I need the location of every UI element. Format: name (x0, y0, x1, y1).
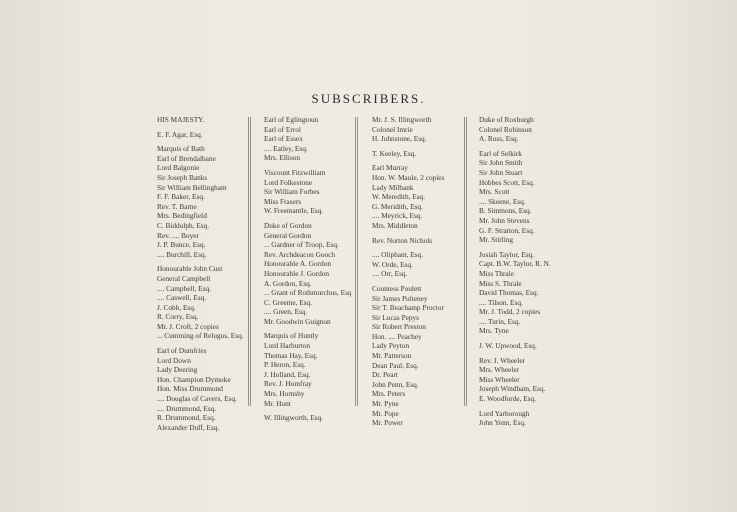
subscriber-entry: Honourable John Cust (157, 264, 223, 274)
subscriber-entry: Lady Milbank (372, 182, 414, 192)
subscriber-entry: Mr. Hunt (264, 398, 291, 408)
subscriber-entry: Mrs. Ellison (264, 153, 301, 163)
subscriber-entry: Sir William Forbes (264, 187, 320, 197)
subscriber-entry: Rev. J. Homfray (264, 379, 312, 389)
subscriber-entry: R. Drummond, Esq. (157, 413, 216, 423)
subscriber-entry: .... Skeene, Esq. (479, 196, 526, 206)
subscriber-entry: .... Drummond, Esq. (157, 403, 217, 413)
subscriber-entry: Hobbes Scott, Esq. (479, 177, 535, 187)
subscriber-entry: Mrs. Middleton (372, 220, 418, 230)
subscriber-entry: Miss S. Thrale (479, 278, 522, 288)
subscriber-entry: Mr. Pope (372, 408, 399, 418)
subscriber-entry: Earl of Brendalbane (157, 153, 216, 163)
subscriber-entry: W. Freemantle, Esq. (264, 206, 324, 216)
subscriber-entry: .... Eatley, Esq. (264, 143, 308, 153)
subscriber-entry: ... Grant of Rothmurchus, Esq (264, 288, 352, 298)
subscriber-entry: Lord Folkestone (264, 177, 313, 187)
subscriber-column-3 (372, 115, 444, 428)
subscriber-entry: G. Meridith, Esq. (372, 201, 423, 211)
subscriber-entry: Hon. Champion Dymoke (157, 374, 231, 384)
column-rule (464, 117, 467, 406)
subscriber-entry: R. Corry, Esq. (157, 312, 199, 322)
subscriber-entry: W. Meredith, Esq. (372, 192, 426, 202)
subscriber-entry: Sir Joseph Banks (157, 172, 208, 182)
subscriber-entry: Mrs. Bedingfield (157, 211, 207, 221)
subscriber-entry: .... Turin, Esq. (479, 316, 521, 326)
subscriber-entry: .... Oliphant, Esq. (372, 250, 424, 260)
subscriber-entry: General Campbell (157, 273, 211, 283)
subscriber-entry: Mrs. Tyne (479, 326, 509, 336)
subscriber-entry: Honourable J. Gordon (264, 268, 330, 278)
subscriber-entry: Earl Murray (372, 163, 408, 173)
subscriber-entry: Sir William Bellingham (157, 182, 227, 192)
subscriber-entry: Mr. J. S. Illingworth (372, 115, 432, 124)
subscriber-entry: Alexander Duff, Esq. (157, 422, 220, 432)
subscriber-entry: .... Campbell, Esq. (157, 283, 211, 293)
subscriber-entry: Sir John Stuart (479, 167, 523, 177)
subscriber-entry: Miss Thrale (479, 268, 514, 278)
subscriber-entry: Lord Down (157, 355, 191, 365)
subscriber-entry: Mr. J. Croft, 2 copies (157, 321, 219, 331)
subscriber-entry: Dr. Peart (372, 370, 398, 380)
subscriber-entry: T. Keeley, Esq. (372, 148, 417, 158)
subscriber-entry: John Yenn, Esq. (479, 418, 526, 428)
column-rule (355, 117, 358, 406)
subscriber-entry: A. Gordon, Esq. (264, 278, 312, 288)
subscriber-entry: Viscount Fitzwilliam (264, 167, 326, 177)
subscriber-entry: J. Holland, Esq. (264, 369, 311, 379)
subscriber-entry: Countess Poulett (372, 283, 422, 293)
subscriber-entry: Mrs. Peters (372, 389, 406, 399)
subscriber-entry: .... Green, Esq. (264, 307, 308, 317)
subscriber-entry: Sir Robert Preston (372, 322, 426, 332)
subscriber-entry: Sir John Smith (479, 158, 523, 168)
subscriber-entry: W. Orde, Esq. (372, 259, 413, 269)
subscriber-entry: Marquis of Bath (157, 144, 205, 154)
subscriber-entry: W. Illingworth, Esq. (264, 413, 324, 423)
subscriber-entry: .... Orr, Esq. (372, 269, 408, 279)
subscriber-entry: Mrs. Wheeler (479, 365, 519, 375)
subscriber-entry: J. W. Upwood, Esq. (479, 341, 537, 351)
subscriber-entry: Lady Peyton (372, 341, 410, 351)
subscriber-entry: F. F. Baker, Esq. (157, 192, 205, 202)
subscriber-column-1 (157, 115, 244, 432)
subscriber-entry: Rev. Archdeacon Gooch (264, 249, 336, 259)
subscriber-entry: Colonel Robinson (479, 124, 532, 134)
subscriber-entry: A. Ross, Esq. (479, 134, 519, 144)
subscriber-entry: Rev. Norton Nichols (372, 235, 433, 245)
subscriber-entry: Thomas Hay, Esq. (264, 350, 318, 360)
subscriber-entry: John Penn, Esq. (372, 379, 419, 389)
subscriber-column-4 (479, 115, 551, 428)
subscriber-entry: Mr. Goodwin Guignon (264, 316, 331, 326)
subscriber-entry: Rev. .... Boyer (157, 230, 199, 240)
subscriber-entry: Dean Paul, Esq. (372, 360, 419, 370)
subscriber-entry: J. P. Bunce, Esq. (157, 240, 206, 250)
subscriber-entry: Sir Lucas Pepys (372, 312, 420, 322)
subscriber-entry: HIS MAJESTY. (157, 115, 205, 124)
subscriber-entry: Sir James Pulteney (372, 293, 428, 303)
subscriber-entry: Lord Balgonie (157, 163, 200, 173)
subscriber-entry: Miss Frasers (264, 196, 302, 206)
subscriber-entry: G. F. Stratton, Esq. (479, 225, 535, 235)
subscriber-entry: P. Heron, Esq. (264, 360, 306, 370)
subscriber-entry: C. Greeme, Esq. (264, 297, 313, 307)
subscriber-entry: Lord Yarborough (479, 408, 530, 418)
subscriber-entry: Colonel Imrie (372, 124, 413, 134)
subscriber-entry: David Thomas, Esq. (479, 288, 539, 298)
subscriber-entry: Mr. Power (372, 418, 403, 428)
subscriber-entry: General Gordon (264, 230, 312, 240)
page-title: SUBSCRIBERS. (311, 91, 426, 106)
subscriber-entry: Earl of Dumfries (157, 346, 207, 356)
column-rule (248, 117, 251, 406)
subscriber-entry: Hon. W. Maule, 2 copies (372, 172, 445, 182)
subscriber-entry: Mr. Patterson (372, 351, 412, 361)
subscriber-entry: Joseph Windham, Esq. (479, 384, 546, 394)
subscriber-entry: Marquis of Huntly (264, 331, 319, 341)
subscriber-entry: J. Cobb, Esq. (157, 302, 196, 312)
subscriber-entry: Mr. Pyne (372, 399, 399, 409)
subscriber-entry: Mrs. Scott (479, 187, 510, 197)
subscriber-entry: Hon. .... Peachey (372, 331, 422, 341)
subscriber-column-2 (264, 115, 352, 423)
subscriber-entry: .... Tilson, Esq. (479, 297, 523, 307)
subscriber-entry: Josiah Taylor, Esq. (479, 249, 535, 259)
subscriber-entry: Earl of Eglingtoun (264, 115, 319, 124)
subscriber-entry: Duke of Gordon (264, 220, 312, 230)
subscriber-entry: B. Simmons, Esq. (479, 206, 532, 216)
subscriber-entry: Mr. John Stevens (479, 215, 530, 225)
subscriber-entry: Miss Wheeler (479, 374, 520, 384)
subscriber-entry: Hon. Miss Drummond (157, 384, 223, 394)
subscriber-entry: Lady Deering (157, 365, 198, 375)
subscriber-entry: Rev. J. Wheeler (479, 355, 525, 365)
subscriber-entry: ... Gardner of Troop, Esq. (264, 240, 339, 250)
subscriber-entry: .... Meyrick, Esq. (372, 211, 423, 221)
subscriber-entry: Sir T. Beachamp Proctor (372, 303, 444, 313)
subscriber-entry: Duke of Roxburgh (479, 115, 534, 124)
subscriber-entry: E. Woodforde, Esq. (479, 394, 537, 404)
subscriber-entry: .... Burchill, Esq. (157, 249, 207, 259)
subscriber-entry: Capt. B.W. Taylor, R. N. (479, 259, 551, 269)
subscriber-entry: C. Biddulph, Esq. (157, 220, 210, 230)
subscriber-entry: E. F. Agar, Esq. (157, 129, 203, 139)
subscriber-entry: H. Johnstone, Esq. (372, 134, 427, 144)
subscriber-entry: Earl of Errol (264, 124, 301, 134)
subscriber-entry: Rev. T. Barne (157, 201, 197, 211)
subscriber-entry: Mr. J. Todd, 2 copies (479, 307, 541, 317)
subscriber-entry: ... Cumming of Relugus, Esq. (157, 331, 244, 341)
subscriber-entry: .... Douglas of Cavers, Esq. (157, 394, 237, 404)
subscriber-entry: .... Caswell, Esq. (157, 293, 207, 303)
subscriber-entry: Lord Harburton (264, 341, 310, 351)
subscriber-entry: Earl of Selkirk (479, 148, 522, 158)
subscriber-entry: Earl of Essex (264, 134, 303, 144)
subscriber-entry: Mrs. Hornsby (264, 389, 305, 399)
subscriber-entry: Honourable A. Gordon (264, 259, 332, 269)
subscriber-entry: Mr. Stirling (479, 235, 514, 245)
